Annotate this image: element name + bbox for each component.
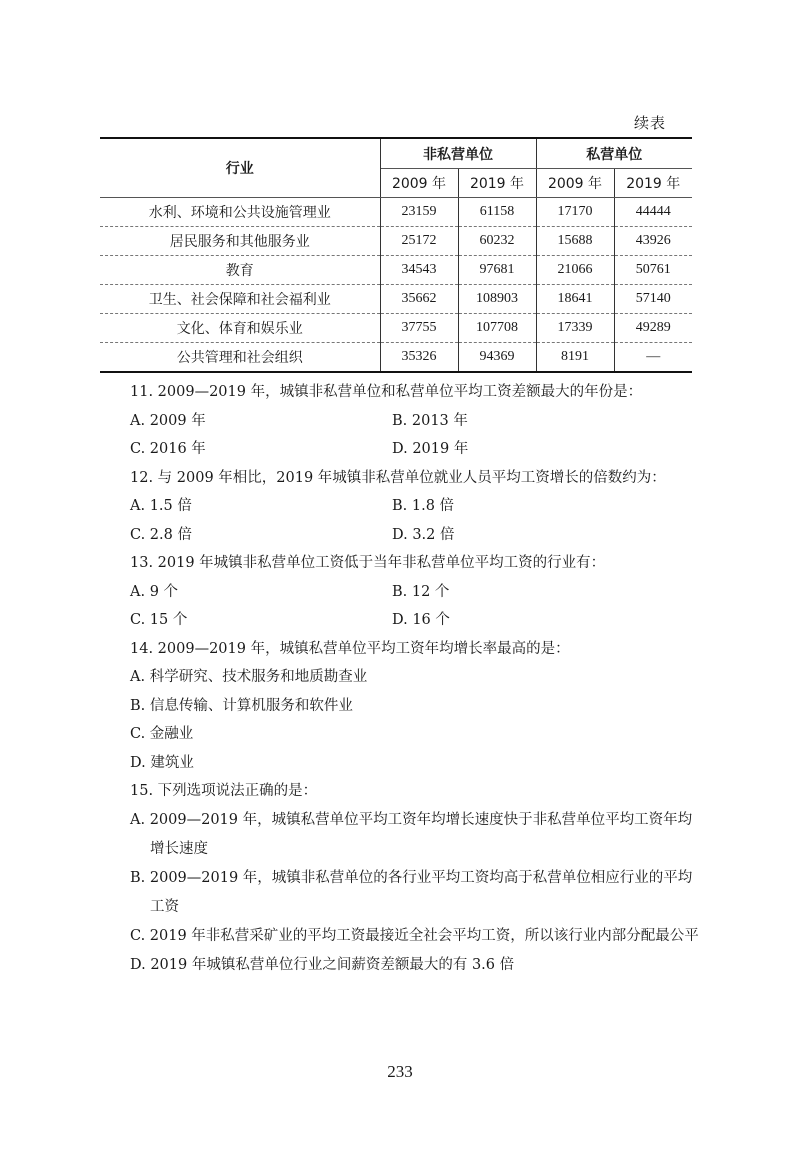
table-row <box>100 227 692 256</box>
industry-cell: 公共管理和社会组织 <box>100 343 380 373</box>
question-11-option-a: A. 2009 年 <box>130 412 206 429</box>
value-cell: 35662 <box>380 285 458 314</box>
question-15-option-d: D. 2019 年城镇私营单位行业之间薪资差额最大的有 3.6 倍 <box>130 956 515 973</box>
value-cell: 8191 <box>536 343 614 373</box>
value-cell: 60232 <box>458 227 536 256</box>
value-cell: 43926 <box>614 227 692 256</box>
value-cell: 34543 <box>380 256 458 285</box>
question-11-stem: 11. 2009—2019 年，城镇非私营单位和私营单位平均工资差额最大的年份是： <box>130 384 643 400</box>
page-number: 233 <box>387 1062 413 1081</box>
question-13-stem: 13. 2019 年城镇非私营单位工资低于当年非私营单位平均工资的行业有： <box>130 555 606 571</box>
year-header: 2019 年 <box>614 169 692 198</box>
value-cell: 44444 <box>614 198 692 227</box>
question-13-option-a: A. 9 个 <box>130 583 179 600</box>
question-14-option-d: D. 建筑业 <box>130 754 194 771</box>
continued-table-label: 续表 <box>634 114 667 132</box>
table-row <box>100 198 692 227</box>
question-11-options <box>130 435 700 464</box>
value-cell: 94369 <box>458 343 536 373</box>
question-13-option-b: B. 12 个 <box>392 583 450 600</box>
value-cell: 37755 <box>380 314 458 343</box>
industry-cell: 文化、体育和娱乐业 <box>100 314 380 343</box>
table-row <box>100 314 692 343</box>
question-15-option-a: A. 2009—2019 年，城镇私营单位平均工资年均增长速度快于非私营单位平均工资年均增长速度 <box>130 811 693 857</box>
value-cell: 25172 <box>380 227 458 256</box>
question-15-option-c: C. 2019 年非私营采矿业的平均工资最接近全社会平均工资，所以该行业内部分配最公平 <box>130 927 699 944</box>
value-cell: 61158 <box>458 198 536 227</box>
value-cell: — <box>614 343 692 373</box>
question-list <box>130 378 700 980</box>
question-15-stem: 15. 下列选项说法正确的是： <box>130 783 318 799</box>
question-13-option-d: D. 16 个 <box>392 612 450 628</box>
question-12-option-a: A. 1.5 倍 <box>130 498 192 514</box>
year-header: 2009 年 <box>536 169 614 198</box>
value-cell: 23159 <box>380 198 458 227</box>
question-12-option-c: C. 2.8 倍 <box>130 526 192 543</box>
question-12-option-d: D. 3.2 倍 <box>392 526 455 543</box>
table-row <box>100 256 692 285</box>
industry-header: 行业 <box>100 138 380 198</box>
question-12-option-b: B. 1.8 倍 <box>392 498 455 514</box>
value-cell: 17170 <box>536 198 614 227</box>
value-cell: 107708 <box>458 314 536 343</box>
question-14-stem: 14. 2009—2019 年，城镇私营单位平均工资年均增长率最高的是： <box>130 640 570 657</box>
value-cell: 57140 <box>614 285 692 314</box>
value-cell: 50761 <box>614 256 692 285</box>
table-row <box>100 343 692 373</box>
question-14-option-c: C. 金融业 <box>130 726 194 742</box>
value-cell: 15688 <box>536 227 614 256</box>
question-11-option-b: B. 2013 年 <box>392 412 468 429</box>
value-cell: 108903 <box>458 285 536 314</box>
question-12-options <box>130 521 700 550</box>
value-cell: 35326 <box>380 343 458 373</box>
industry-cell: 教育 <box>100 256 380 285</box>
question-11-option-d: D. 2019 年 <box>392 441 469 457</box>
private-group-header: 私营单位 <box>536 138 692 169</box>
industry-cell: 居民服务和其他服务业 <box>100 227 380 256</box>
question-14-option-a: A. 科学研究、技术服务和地质勘查业 <box>130 669 368 685</box>
value-cell: 97681 <box>458 256 536 285</box>
question-11-option-c: C. 2016 年 <box>130 441 206 457</box>
value-cell: 49289 <box>614 314 692 343</box>
question-12-options <box>130 492 700 521</box>
question-13-option-c: C. 15 个 <box>130 612 188 628</box>
value-cell: 18641 <box>536 285 614 314</box>
question-15-option-b: B. 2009—2019 年，城镇非私营单位的各行业平均工资均高于私营单位相应行业的平均工资 <box>130 869 693 915</box>
question-13-options <box>130 606 700 635</box>
table-row <box>100 285 692 314</box>
value-cell: 21066 <box>536 256 614 285</box>
year-header: 2009 年 <box>380 169 458 198</box>
industry-cell: 水利、环境和公共设施管理业 <box>100 198 380 227</box>
question-11-options <box>130 407 700 436</box>
question-12-stem: 12. 与 2009 年相比，2019 年城镇非私营单位就业人员平均工资增长的倍数约为： <box>130 469 666 486</box>
year-header: 2019 年 <box>458 169 536 198</box>
value-cell: 17339 <box>536 314 614 343</box>
question-14-option-b: B. 信息传输、计算机服务和软件业 <box>130 697 353 714</box>
nonprivate-group-header: 非私营单位 <box>380 138 536 169</box>
wage-table <box>100 137 692 373</box>
industry-cell: 卫生、社会保障和社会福利业 <box>100 285 380 314</box>
question-13-options <box>130 578 700 607</box>
